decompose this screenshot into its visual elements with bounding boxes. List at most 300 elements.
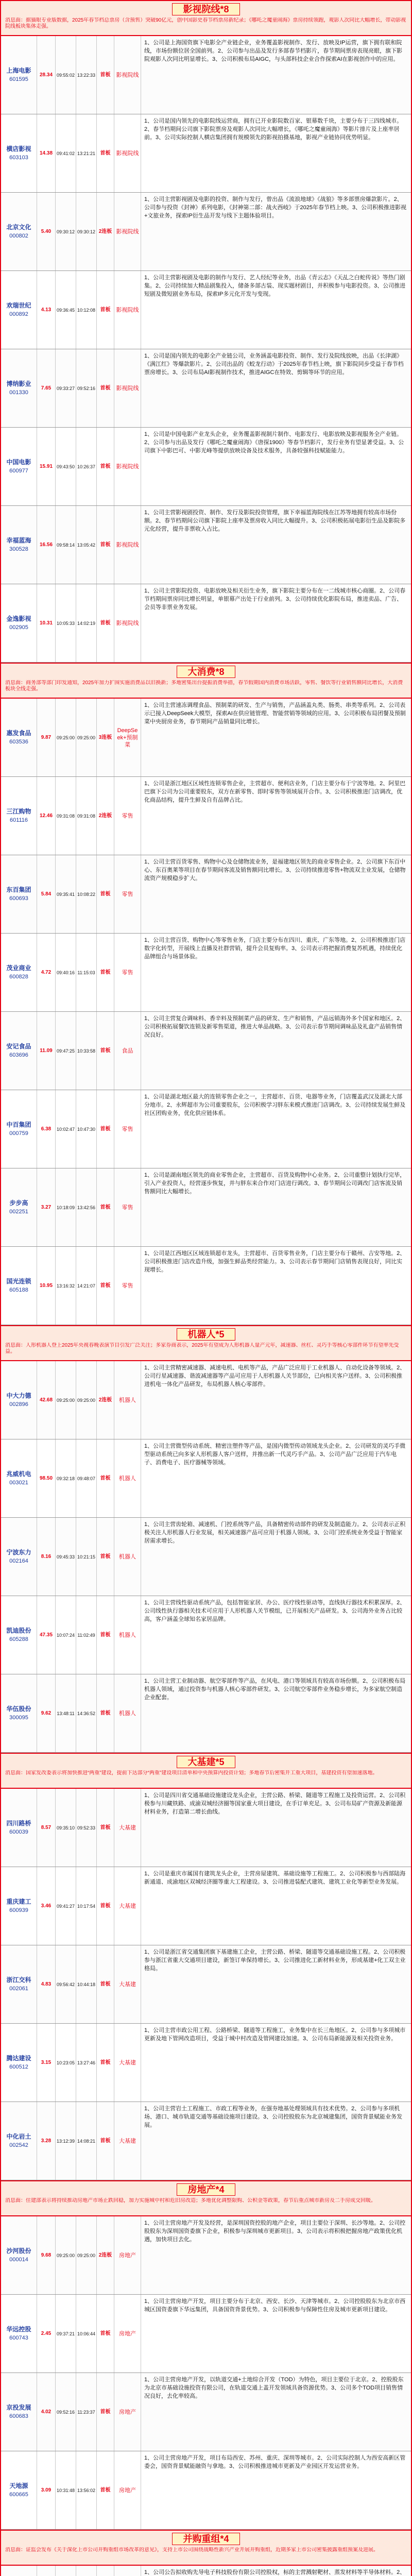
close-price: 9.87 [41, 735, 52, 740]
close-price: 4.02 [41, 2409, 52, 2415]
concept-tag: 大基建 [119, 1824, 136, 1831]
stock-row [1, 2102, 411, 2180]
stock-name-cell [1, 1596, 37, 1674]
last-limit-time-cell [76, 271, 97, 349]
stock-code: 300528 [9, 546, 28, 552]
first-limit-time-cell [56, 1247, 76, 1325]
stock-name: 天地源 [9, 2482, 28, 2489]
sector-section [1, 0, 411, 663]
stock-name-cell [1, 1674, 37, 1752]
stock-code: 600665 [9, 2492, 28, 2498]
close-price: 16.56 [39, 542, 53, 548]
sector-header [1, 2530, 411, 2566]
last-limit-time-cell [76, 1945, 97, 2023]
close-price-cell [37, 1674, 56, 1752]
close-price-cell [37, 506, 56, 584]
stock-name-cell [1, 2566, 37, 2576]
close-price-cell [37, 2451, 56, 2529]
close-price-cell [37, 193, 56, 270]
limit-up-reason: 1、公司主营房地产开发，以轨道交通+土地综合开发（TOD）为特色，项目主要位于北京。2、控股股东为北京市基础设施投资有限公司，在轨道交通上盖开发领域具备资源优势。3、公司多个TOD项目销售情况良好，去化率较高。 [144, 2377, 404, 2399]
board-count-cell [97, 1247, 114, 1325]
concept-tag: 机器人 [119, 1475, 136, 1482]
last-limit-time-cell [76, 114, 97, 192]
first-limit-time: 09:33:27 [56, 385, 75, 391]
last-limit-time: 13:42:56 [77, 1205, 96, 1210]
limit-up-reason: 1、公司是上海国资旗下电影全产业链企业，业务覆盖影视制作、发行、放映及IP运营，旗下拥有联和院线，市场份额位居全国前列。2、公司参与出品及发行多部春节档影片，春节期间票房表现亮眼，旗下影院观影人次同比明显增长。3、公司积极布局AIGC，与头部科技企业合作探索AI在影视创作中的应用。 [144, 40, 403, 62]
stock-name-cell [1, 1439, 37, 1517]
limit-up-reason: 1、公司是浙江地区区域性连锁零售企业，主营超市、便利店业务，门店主要分布于宁波等地。2、阿里巴巴旗下公司为公司重要股东，双方在新零售、即时零售等领域展开合作。3、公司积极推进门店调改，优化商品结构，提升生鲜及自有品牌占比。 [144, 781, 406, 803]
limit-up-reason: 1、公司主营影视剧及电影的投资、制作与发行，曾出品《流浪地球》《战狼》等多部票房爆款影片。2、公司参与投资《封神》系列电影，《封神第二部：战火西岐》于2025年春节档上映。3、公司积极推进影视+文旅业务，探索IP衍生品开发与线下主题体验项目。 [144, 196, 407, 219]
board-count: 首板 [100, 1710, 111, 1716]
last-limit-time: 14:21:07 [77, 1283, 96, 1289]
concept-tag: 影视院线 [116, 463, 139, 470]
board-count: 首板 [100, 1283, 111, 1289]
board-count: 首板 [100, 970, 111, 975]
close-price: 98.50 [39, 1476, 53, 1481]
limit-up-reason: 1、公司主营工业制动器、航空零部件等产品，在风电、港口等领域具有较高市场份额。2、公司积极布局机器人领域，通过投资参与机器人核心零部件研发。3、公司航空零部件业务稳步增长，为多家航空制造企业配套。 [144, 1678, 406, 1701]
board-count: 首板 [100, 1126, 111, 1132]
stock-code: 000014 [9, 2257, 28, 2263]
first-limit-time: 09:41:27 [56, 1903, 75, 1909]
stock-name: 横店影视 [6, 145, 31, 152]
board-count: 首板 [100, 1205, 111, 1210]
last-limit-time-cell [76, 2295, 97, 2372]
limit-up-reason: 1、公司主营房地产开发，项目布局西安、苏州、重庆、深圳等城市。2、公司实际控制人为西安高新区管委会，国资背景赋能融资与拿地。3、公司积极推进城市更新及产业园区开发运营业务。 [144, 2455, 406, 2469]
stock-code: 600683 [9, 2413, 28, 2419]
board-count: 2连板 [98, 229, 112, 234]
concept-tag: 零售 [122, 812, 133, 819]
concept-tag-cell [114, 1945, 141, 2023]
close-price-cell [37, 855, 56, 933]
concept-tag-cell [114, 1518, 141, 1596]
board-count: 首板 [100, 150, 111, 156]
stock-row [1, 934, 411, 1012]
stock-name: 四川路桥 [6, 1820, 31, 1827]
stock-code: 605188 [9, 1287, 28, 1293]
last-limit-time: 13:56:02 [77, 2487, 96, 2493]
board-count-cell [97, 2451, 114, 2529]
last-limit-time: 09:25:00 [77, 1397, 96, 1403]
concept-tag-cell [114, 1867, 141, 1945]
last-limit-time-cell [76, 1439, 97, 1517]
stock-name: 中百集团 [6, 1121, 31, 1128]
board-count: 首板 [100, 2409, 111, 2415]
last-limit-time: 09:52:16 [77, 385, 96, 391]
last-limit-time-cell [76, 1012, 97, 1090]
first-limit-time: 13:12:39 [56, 2138, 75, 2144]
first-limit-time: 09:25:00 [56, 1397, 75, 1403]
last-limit-time-cell [76, 1518, 97, 1596]
stock-code: 002164 [9, 1558, 28, 1564]
close-price-cell [37, 114, 56, 192]
stock-row [1, 193, 411, 271]
sector-section [1, 663, 411, 1325]
first-limit-time-cell [56, 1518, 76, 1596]
board-count: 首板 [100, 2487, 111, 2493]
close-price-cell [37, 349, 56, 427]
concept-tag-cell [114, 1361, 141, 1439]
close-price-cell [37, 1361, 56, 1439]
sector-header [1, 663, 411, 699]
last-limit-time-cell [76, 1090, 97, 1168]
stock-name-cell [1, 934, 37, 1011]
sector-section [1, 1325, 411, 1753]
first-limit-time-cell [56, 584, 76, 662]
board-count-cell [97, 1789, 114, 1867]
close-price: 10.31 [39, 620, 53, 626]
first-limit-time-cell [56, 428, 76, 505]
stock-row [1, 36, 411, 114]
stock-name-cell [1, 777, 37, 855]
concept-tag-cell [114, 2295, 141, 2372]
sector-section [1, 1753, 411, 2180]
sector-title: 影视院线*8 [172, 3, 239, 15]
limit-up-reason: 1、公司主营百货零售、购物中心及仓储物流业务，是福建地区领先的商业零售企业。2、公司旗下东百中心、东百奥莱等项目在春节期间客流及销售额同比增长。3、公司持续推进零售+物流双主业发展，仓储物流资产规模稳步扩大。 [144, 859, 406, 882]
stock-name-cell [1, 271, 37, 349]
close-price: 2.45 [41, 2331, 52, 2336]
stock-name: 幸福蓝海 [6, 537, 31, 544]
close-price: 3.27 [41, 1205, 52, 1210]
last-limit-time: 13:22:33 [77, 72, 96, 78]
concept-tag-cell [114, 1674, 141, 1752]
close-price-cell [37, 1945, 56, 2023]
stock-name-cell [1, 1168, 37, 1246]
first-limit-time: 09:37:21 [56, 2331, 75, 2336]
stock-code: 002251 [9, 1209, 28, 1215]
stock-row [1, 1867, 411, 1945]
board-count-cell [97, 1439, 114, 1517]
last-limit-time-cell [76, 2216, 97, 2294]
stock-code: 600039 [9, 1829, 28, 1835]
first-limit-time: 10:05:33 [56, 620, 75, 626]
close-price: 9.68 [41, 2252, 52, 2258]
sector-intro: 消息面：商务部等部门印发通知，2025年加力扩围实施消费品以旧换新；多地密集出台提振消费举措，春节假期国内消费市场活跃，零售、餐饮等行业销售额同比增长，大消费板块全线走强。 [5, 680, 403, 692]
close-price: 10.95 [39, 1283, 53, 1289]
stock-code: 002905 [9, 624, 28, 631]
stock-name-cell [1, 2295, 37, 2372]
stock-row [1, 1090, 411, 1168]
stock-name-cell [1, 506, 37, 584]
stock-row [1, 2373, 411, 2451]
first-limit-time-cell [56, 36, 76, 114]
stock-row [1, 1361, 411, 1439]
first-limit-time: 09:43:50 [56, 464, 75, 469]
close-price: 4.72 [41, 970, 52, 975]
board-count-cell [97, 2102, 114, 2180]
stock-row [1, 114, 411, 193]
stock-name: 上海电影 [6, 67, 31, 74]
stock-code: 601116 [9, 817, 28, 823]
first-limit-time-cell [56, 2295, 76, 2372]
concept-tag: 食品 [122, 1047, 133, 1054]
first-limit-time: 09:52:16 [56, 2409, 75, 2415]
stock-row [1, 1596, 411, 1674]
sector-title: 房地产*4 [177, 2183, 235, 2196]
stock-code: 000892 [9, 311, 28, 317]
first-limit-time-cell [56, 855, 76, 933]
board-count-cell [97, 1867, 114, 1945]
sector-intro: 消息面：住建部表示将持续推动房地产市场止跌回稳，加力实施城中村和危旧房改造；多地优化调整限购、公积金等政策，春节后重点城市新房及二手房成交回暖。 [5, 2198, 376, 2204]
board-count-cell [97, 934, 114, 1011]
concept-tag: 大基建 [119, 2138, 136, 2144]
stock-row [1, 506, 411, 584]
stock-row [1, 2295, 411, 2373]
first-limit-time-cell [56, 2451, 76, 2529]
first-limit-time: 09:32:18 [56, 1476, 75, 1481]
first-limit-time-cell [56, 2373, 76, 2451]
concept-tag: 机器人 [119, 1397, 136, 1403]
close-price: 5.84 [41, 891, 52, 897]
last-limit-time-cell [76, 1596, 97, 1674]
first-limit-time: 09:25:00 [56, 735, 75, 740]
stock-row [1, 2451, 411, 2530]
sector-header [1, 0, 411, 36]
stock-name-cell [1, 1247, 37, 1325]
stock-row [1, 1439, 411, 1518]
last-limit-time-cell [76, 699, 97, 776]
stock-name: 北京文化 [6, 224, 31, 231]
first-limit-time-cell [56, 1596, 76, 1674]
last-limit-time-cell [76, 349, 97, 427]
last-limit-time: 10:08:22 [77, 891, 96, 897]
close-price: 7.65 [41, 385, 52, 391]
first-limit-time: 09:35:41 [56, 891, 75, 897]
last-limit-time: 10:26:37 [77, 464, 96, 469]
close-price-cell [37, 699, 56, 776]
board-count: 首板 [100, 307, 111, 313]
board-count-cell [97, 1596, 114, 1674]
stock-row [1, 1945, 411, 2024]
board-count: 首板 [100, 464, 111, 469]
stock-row [1, 699, 411, 777]
stock-name-cell [1, 1361, 37, 1439]
close-price-cell [37, 777, 56, 855]
stock-code: 600693 [9, 895, 28, 902]
last-limit-time: 09:52:33 [77, 1825, 96, 1831]
stock-code: 600939 [9, 1907, 28, 1913]
first-limit-time: 09:35:10 [56, 1825, 75, 1831]
last-limit-time: 09:30:12 [77, 229, 96, 234]
board-count: 3连板 [98, 735, 112, 740]
sector-intro: 消息面：据猫眼专业版数据，2025年春节档总票房（含预售）突破90亿元，创中国影史春节档票房新纪录；《哪吒之魔童闹海》票房持续领跑，观影人次同比大幅增长，带动影视院线板块集体走强。 [5, 18, 406, 29]
close-price-cell [37, 934, 56, 1011]
concept-tag: 房地产 [119, 2252, 136, 2259]
board-count-cell [97, 271, 114, 349]
sector-title: 机器人*5 [177, 1328, 235, 1341]
stock-code: 002542 [9, 2142, 28, 2148]
concept-tag-cell [114, 1596, 141, 1674]
limit-up-reason: 1、公司主营市政公用工程、公路桥梁、隧道等工程施工，业务集中在长三角地区。2、公司参与多项城市更新及地下管网改造项目，受益于城中村改造及管网建设加速。3、公司布局新能源及相关投资业务。 [144, 2027, 406, 2042]
stock-code: 603103 [9, 155, 28, 161]
stock-name: 重庆建工 [6, 1898, 31, 1905]
stock-code: 002061 [9, 1986, 28, 1992]
board-count: 首板 [100, 1632, 111, 1638]
first-limit-time: 10:07:24 [56, 1632, 75, 1638]
concept-tag: 大基建 [119, 1903, 136, 1909]
first-limit-time-cell [56, 1361, 76, 1439]
close-price-cell [37, 584, 56, 662]
limit-up-reason: 1、公司是江西地区区域连锁超市龙头，主营超市、百货零售业务，门店主要分布于赣州、吉安等地。2、公司积极推进门店改造升级，加强生鲜品类经营能力。3、公司表示春节期间门店销售表现良好，同比实现增长。 [144, 1250, 406, 1273]
concept-tag: 房地产 [119, 2330, 136, 2337]
concept-tag: 影视院线 [116, 150, 139, 157]
last-limit-time: 09:25:00 [77, 735, 96, 740]
close-price-cell [37, 1789, 56, 1867]
first-limit-time: 09:41:02 [56, 150, 75, 156]
first-limit-time: 09:31:08 [56, 813, 75, 819]
stock-code: 000802 [9, 233, 28, 239]
stock-name: 国光连锁 [6, 1278, 31, 1285]
stock-name: 三江购物 [6, 808, 31, 815]
last-limit-time-cell [76, 584, 97, 662]
last-limit-time: 10:12:08 [77, 307, 96, 313]
sector-header [1, 1325, 411, 1361]
stock-name: 欢瑞世纪 [6, 302, 31, 309]
limit-up-reason: 1、公司是湖南地区领先的商业零售企业，主营超市、百货及购物中心业务。2、公司重整计划执行完毕，引入产业投资人，经营逐步恢复，并与胖东来合作对门店进行调改。3、春节期间公司调改门店客流及销售额同比大幅增长。 [144, 1172, 406, 1195]
close-price: 47.35 [39, 1632, 53, 1638]
sector-title: 大消费*8 [177, 666, 235, 678]
first-limit-time: 10:18:09 [56, 1205, 75, 1210]
concept-tag: 房地产 [119, 2409, 136, 2415]
limit-up-reason: 1、公司主营影视剧及电影的制作与发行、艺人经纪等业务，出品《青云志》《天乩之白蛇传说》等热门剧集。2、公司持续加大精品剧集投入，储备多部古装、现实题材剧目，并积极参与电影投资。3、公司推进短剧及微短剧业务布局，探索IP多元化开发与变现。 [144, 275, 406, 297]
last-limit-time: 10:33:58 [77, 1048, 96, 1054]
close-price-cell [37, 1247, 56, 1325]
board-count-cell [97, 506, 114, 584]
board-count: 首板 [100, 620, 111, 626]
close-price: 9.62 [41, 1710, 52, 1716]
first-limit-time: 09:30:12 [56, 229, 75, 234]
stock-name: 宁波东力 [6, 1549, 31, 1556]
board-count: 首板 [100, 1903, 111, 1909]
board-count-cell [97, 193, 114, 270]
concept-tag: 影视院线 [116, 385, 139, 392]
last-limit-time: 10:17:54 [77, 1903, 96, 1909]
last-limit-time-cell [76, 506, 97, 584]
stock-code: 605288 [9, 1636, 28, 1642]
board-count-cell [97, 584, 114, 662]
last-limit-time: 10:06:44 [77, 2331, 96, 2336]
last-limit-time-cell [76, 934, 97, 1011]
concept-tag: 影视院线 [116, 72, 139, 78]
stock-row [1, 777, 411, 855]
last-limit-time-cell [76, 2566, 97, 2576]
concept-tag-cell [114, 584, 141, 662]
concept-tag-cell [114, 2216, 141, 2294]
concept-tag-cell [114, 777, 141, 855]
close-price-cell [37, 2216, 56, 2294]
limit-up-reason: 1、公司主营岩土工程施工、市政工程等业务，在强夯地基处理领域具有技术优势。2、公司参与多项机场、港口、城市轨道交通等基础设施项目建设。3、公司控股股东为北京城建集团，国资背景赋能业务发展。 [144, 2106, 403, 2128]
board-count: 首板 [100, 542, 111, 548]
close-price: 3.28 [41, 2138, 52, 2144]
concept-tag-cell [114, 934, 141, 1011]
sector-title: 并购重组*4 [172, 2533, 239, 2545]
stock-name-cell [1, 36, 37, 114]
first-limit-time-cell [56, 1867, 76, 1945]
close-price: 11.09 [40, 1048, 53, 1054]
last-limit-time-cell [76, 1361, 97, 1439]
concept-tag: 零售 [122, 1126, 133, 1132]
concept-tag: 影视院线 [116, 620, 139, 626]
last-limit-time-cell [76, 193, 97, 270]
close-price: 6.38 [41, 1126, 52, 1132]
limit-up-reason: 1、公司主营影院投资、电影放映及相关衍生业务，旗下影院主要分布在一二线城市核心商圈。2、公司春节档期间票房同比增长明显，单银幕产出处于行业前列。3、公司持续优化影院布局，推进卖品、广告、会员等非票业务发展。 [144, 588, 406, 611]
board-count-cell [97, 2216, 114, 2294]
concept-tag-cell [114, 2451, 141, 2529]
first-limit-time-cell [56, 1789, 76, 1867]
close-price-cell [37, 1439, 56, 1517]
concept-tag-cell [114, 2566, 141, 2576]
limit-up-reason: 1、公司公告拟收购先导电子科技股份有限公司控股权，标的主营溅射靶材、蒸发材料等半导体材料。2、 [144, 2569, 406, 2575]
limit-up-reason: 1、公司是湖北地区最大的连锁零售企业之一，主营超市、百货、电器等业务，门店覆盖武汉及湖北大部分地市。2、永辉超市为公司重要股东，公司积极学习胖东来模式推进门店调改。3、公司持续发展生鲜及社区团购业务，优化供应链体系。 [144, 1094, 406, 1116]
concept-tag: 大基建 [119, 1981, 136, 1988]
limit-up-reason: 1、公司主营速冻调理食品、预制菜的研发、生产与销售，产品涵盖丸类、肠类、串类等系列。2、公司表示已接入DeepSeek大模型，探索AI在供应链管理、智能营销等领域的应用。3、公司积极布局团餐及预制菜中央厨房业务，春节期间产品销量同比增长。 [144, 702, 406, 725]
last-limit-time-cell [76, 2451, 97, 2529]
stock-row [1, 428, 411, 506]
last-limit-time-cell [76, 1789, 97, 1867]
close-price-cell [37, 1168, 56, 1246]
concept-tag-cell [114, 271, 141, 349]
concept-tag-cell [114, 1789, 141, 1867]
stock-code: 001330 [9, 389, 28, 396]
limit-up-reason: 1、公司主营房地产开发，项目主要分布于北京、西安、长沙、天津等城市。2、公司控股股东为北京市西城区国资委旗下华远集团，具备国资背景优势。3、公司积极参与保障性住房及城市更新项目建设。 [144, 2298, 406, 2313]
close-price: 42.68 [39, 1397, 53, 1403]
first-limit-time-cell [56, 506, 76, 584]
concept-tag-cell [114, 2024, 141, 2102]
stock-name-cell [1, 2373, 37, 2451]
concept-tag-cell [114, 506, 141, 584]
stock-name: 茂业商业 [6, 964, 31, 972]
stock-row [1, 584, 411, 663]
sector-intro: 消息面：证监会发布《关于深化上市公司并购重组市场改革的意见》，支持上市公司围绕战略性新兴产业开展并购重组，近期多家上市公司密集披露重组预案及进展。 [5, 2547, 379, 2553]
stock-row [1, 1789, 411, 1867]
board-count: 首板 [100, 891, 111, 897]
sector-header [1, 2180, 411, 2216]
board-count: 首板 [100, 1981, 111, 1987]
sector-intro: 消息面：人形机器人登上2025年央视春晚表演节目引发广泛关注；多家券商表示，2025年有望成为人形机器人量产元年，减速器、丝杠、灵巧手等核心零部件环节有望率先受益。 [5, 1343, 399, 1354]
last-limit-time: 09:31:08 [77, 813, 96, 819]
last-limit-time: 11:02:49 [77, 1632, 95, 1638]
stock-name: 浙江交科 [6, 1976, 31, 1984]
board-count-cell [97, 1674, 114, 1752]
board-count: 首板 [100, 385, 111, 391]
concept-tag: DeepSeek+预制菜 [117, 727, 138, 748]
close-price: 12.46 [39, 813, 53, 819]
board-count-cell [97, 2373, 114, 2451]
close-price-cell [37, 2566, 56, 2576]
last-limit-time-cell [76, 36, 97, 114]
limit-up-reason: 1、公司是中国电影产业龙头企业，业务覆盖影视制片制作、电影发行、电影放映及影视服务全产业链。2、公司参与出品及发行《哪吒之魔童闹海》《唐探1900》等春节档影片，发行业务有望显著受益。3、公司旗下中影巴可、中影光峰等提供放映设备及技术服务，具备较强科技赋能能力。 [144, 431, 404, 454]
stock-name-cell [1, 1789, 37, 1867]
board-count-cell [97, 1945, 114, 2023]
stock-name: 华伍股份 [6, 1705, 31, 1713]
board-count-cell [97, 114, 114, 192]
stock-name-cell [1, 1090, 37, 1168]
stock-name-cell [1, 2102, 37, 2180]
limit-up-reason: 1、公司是国内领先的电影全产业链公司，业务涵盖电影投资、制作、发行及院线放映，出品《长津湖》《满江红》等爆款影片。2、公司出品的《蛟龙行动》于2025年春节档上映，旗下影院同步受益于春节档票房增长。3、公司布局AI影视制作技术，推进AIGC在特效、剪辑等环节的应用。 [144, 353, 404, 376]
first-limit-time-cell [56, 2566, 76, 2576]
last-limit-time: 14:08:21 [77, 2138, 96, 2144]
board-count-cell [97, 36, 114, 114]
stock-name: 腾达建设 [6, 2055, 31, 2062]
concept-tag: 影视院线 [116, 228, 139, 235]
stock-name: 惠发食品 [6, 730, 31, 737]
close-price: 14.38 [39, 150, 53, 156]
concept-tag-cell [114, 36, 141, 114]
board-count-cell [97, 1168, 114, 1246]
last-limit-time-cell [76, 2024, 97, 2102]
close-price-cell [37, 2295, 56, 2372]
close-price-cell [37, 1518, 56, 1596]
close-price-cell [37, 1596, 56, 1674]
